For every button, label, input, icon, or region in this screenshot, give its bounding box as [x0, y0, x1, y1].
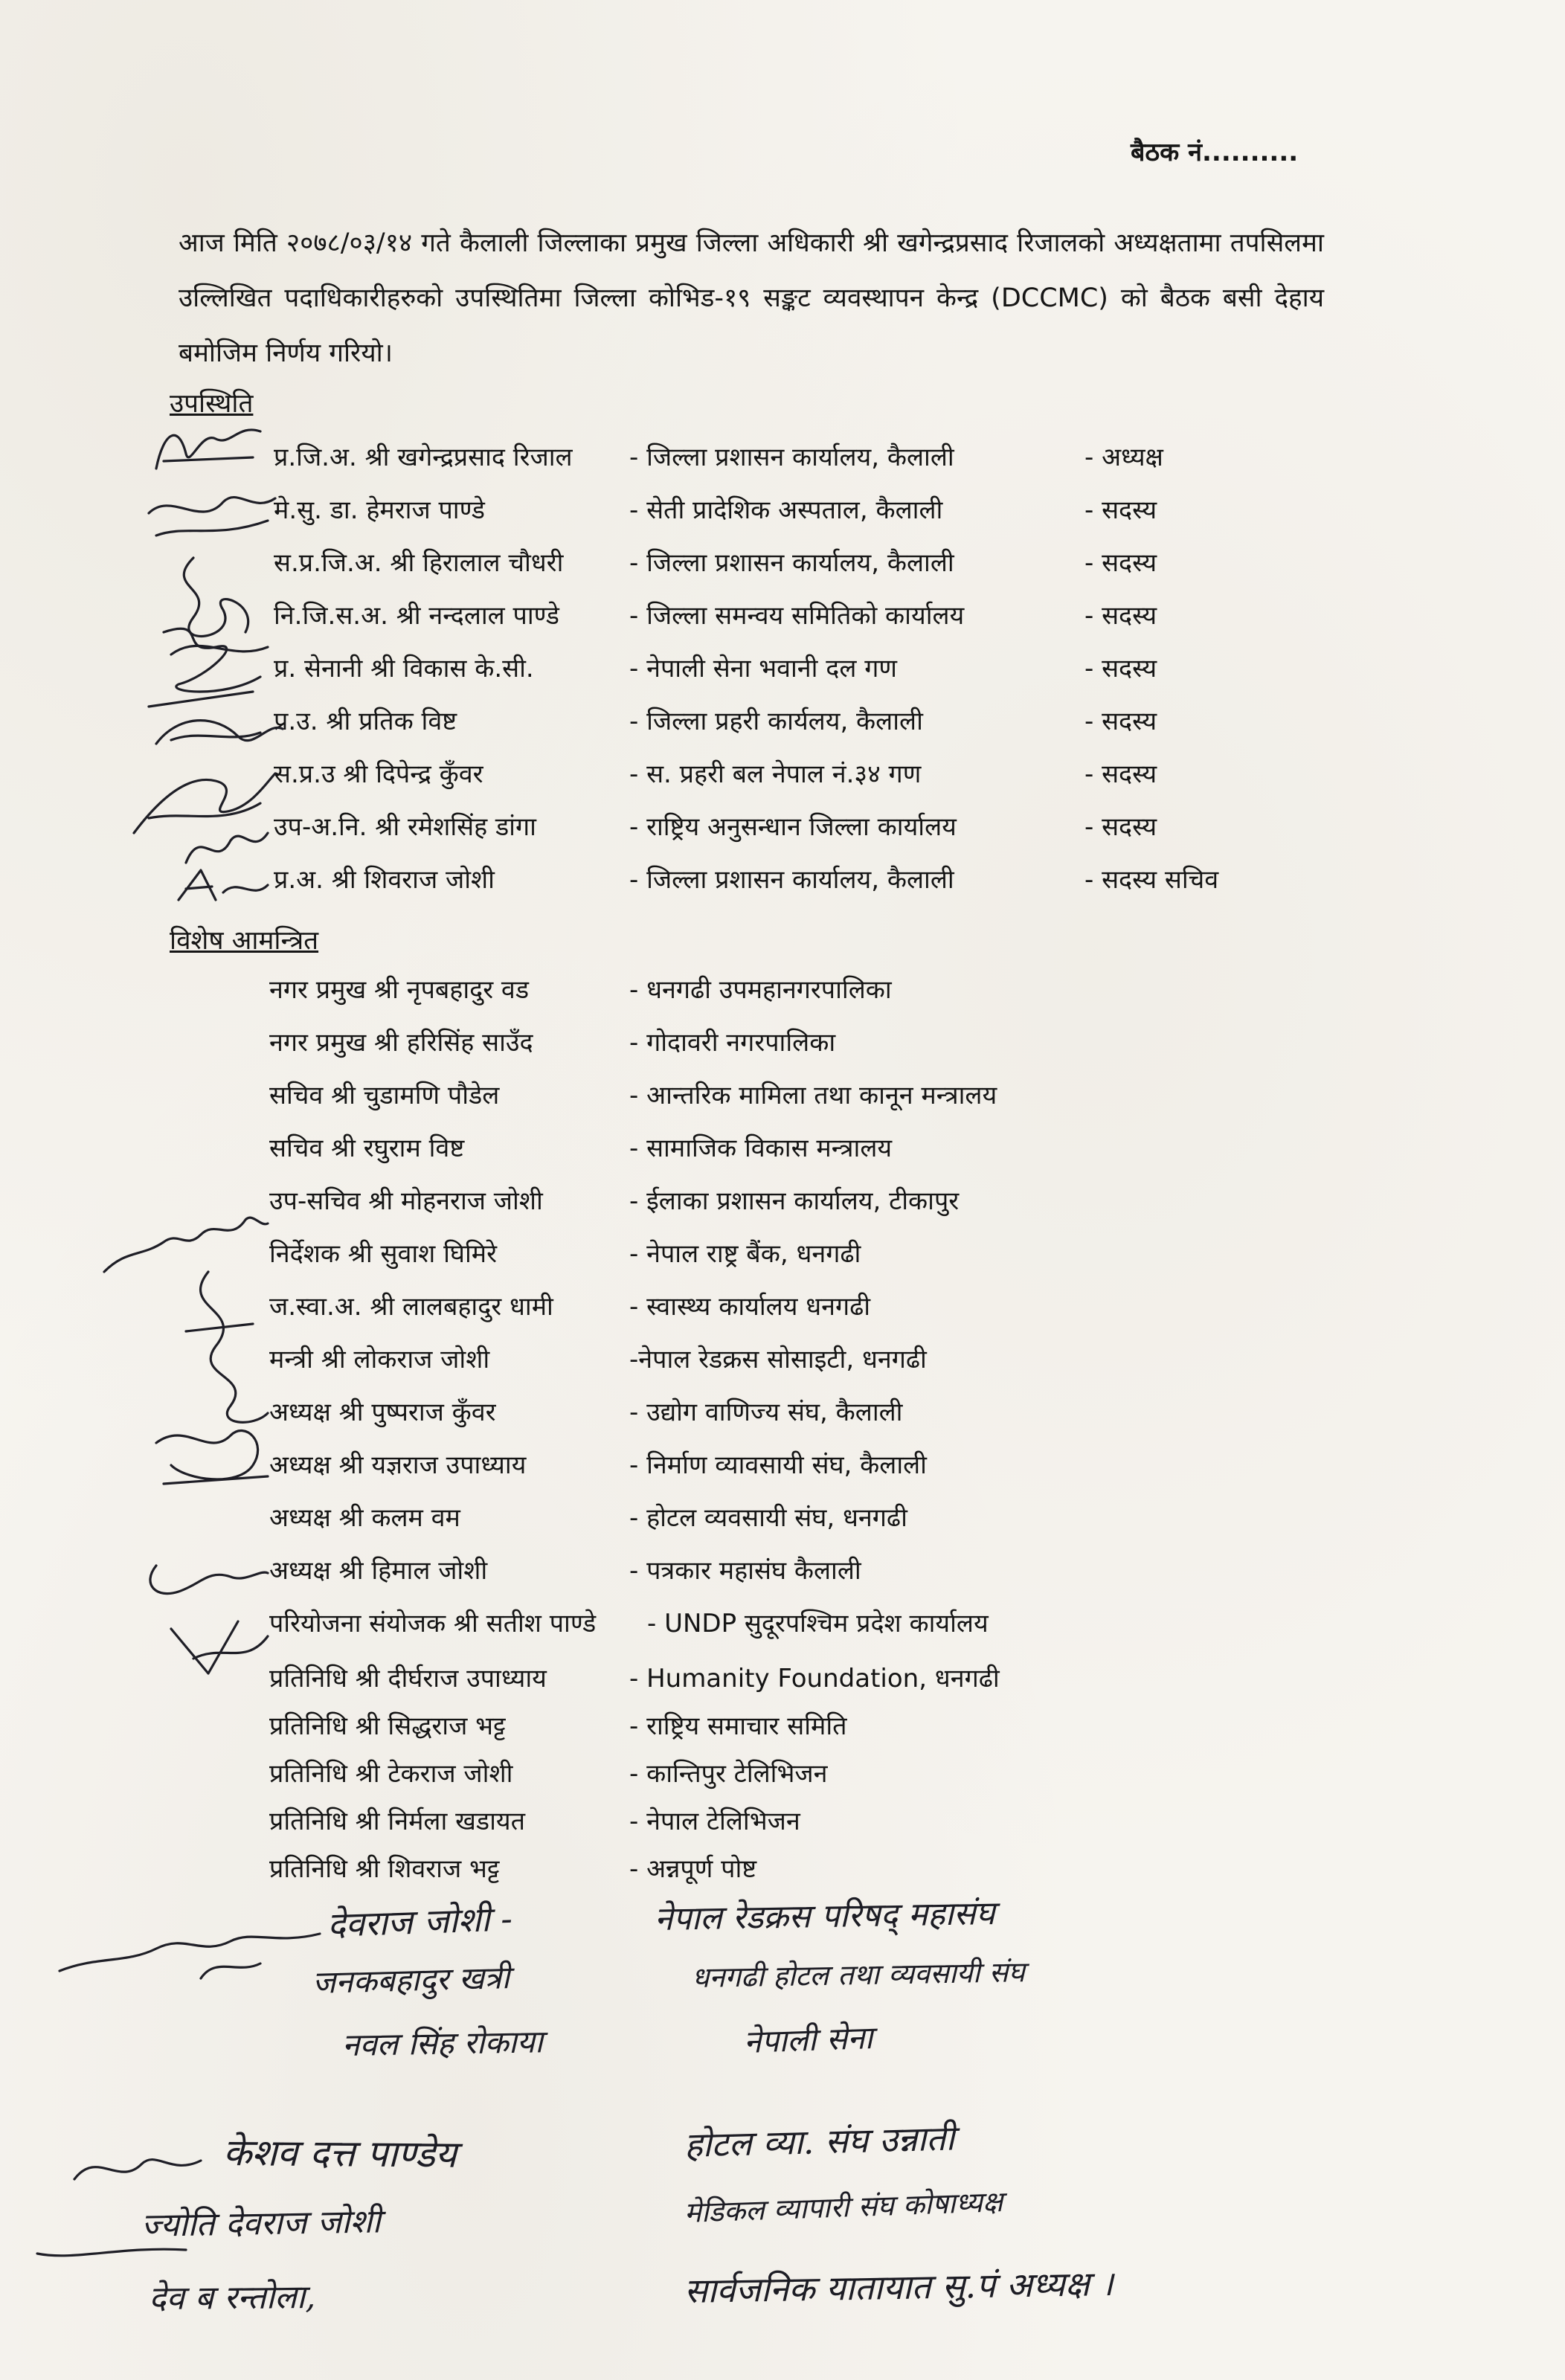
attendee-role: - सदस्य	[1084, 812, 1157, 842]
invitee-name: उप-सचिव श्री मोहनराज जोशी	[269, 1186, 543, 1216]
attendee-name: प्र.अ. श्री शिवराज जोशी	[274, 865, 495, 895]
invitee-office: -नेपाल रेडक्रस सोसाइटी, धनगढी	[629, 1345, 927, 1374]
attendee-office: - सेती प्रादेशिक अस्पताल, कैलाली	[629, 495, 943, 525]
invitee-name: अध्यक्ष श्री कलम वम	[269, 1503, 460, 1533]
invitee-name: सचिव श्री रघुराम विष्ट	[269, 1133, 465, 1163]
invitee-name: परियोजना संयोजक श्री सतीश पाण्डे	[269, 1609, 597, 1638]
handwritten-line: जनकबहादुर खत्री	[312, 1959, 510, 2001]
attendee-name: प्र. सेनानी श्री विकास के.सी.	[274, 654, 534, 684]
invitee-name: प्रतिनिधि श्री सिद्धराज भट्ट	[269, 1711, 506, 1741]
invitee-office: - निर्माण व्यावसायी संघ, कैलाली	[629, 1450, 927, 1480]
invitee-office: - नेपाल टेलिभिजन	[629, 1807, 800, 1836]
attendance-heading: उपस्थिति	[170, 389, 254, 419]
attendee-role: - सदस्य	[1084, 654, 1157, 684]
attendee-office: - जिल्ला प्रहरी कार्यलय, कैलाली	[629, 707, 923, 736]
attendee-role: - सदस्य	[1084, 759, 1157, 789]
attendee-role: - सदस्य	[1084, 495, 1157, 525]
attendee-office: - जिल्ला समन्वय समितिको कार्यालय	[629, 601, 965, 631]
attendee-office: - जिल्ला प्रशासन कार्यालय, कैलाली	[629, 548, 954, 578]
invitee-office: - राष्ट्रिय समाचार समिति	[629, 1711, 847, 1741]
invitee-name: अध्यक्ष श्री पुष्पराज कुँवर	[269, 1398, 496, 1427]
attendee-role: - सदस्य	[1084, 707, 1157, 736]
special-invitees-heading: विशेष आमन्त्रित	[170, 926, 319, 956]
invitee-office: - UNDP सुदूरपश्चिम प्रदेश कार्यालय	[647, 1609, 989, 1638]
signature-mark	[164, 1606, 275, 1688]
handwritten-line: देव ब रन्तोला,	[148, 2278, 316, 2318]
attendee-name: उप-अ.नि. श्री रमेशसिंह डांगा	[274, 812, 536, 842]
signature-mark	[134, 610, 283, 714]
attendee-office: - स. प्रहरी बल नेपाल नं.३४ गण	[629, 759, 922, 789]
handwritten-line: होटल व्या. संघ उन्नाती	[684, 2117, 955, 2165]
handwritten-line: केशव दत्त पाण्डेय	[222, 2131, 457, 2176]
invitee-office: - सामाजिक विकास मन्त्रालय	[629, 1133, 893, 1163]
invitee-name: प्रतिनिधि श्री निर्मला खडायत	[269, 1807, 525, 1836]
invitee-name: नगर प्रमुख श्री हरिसिंह साउँद	[269, 1028, 533, 1058]
attendee-office: - राष्ट्रिय अनुसन्धान जिल्ला कार्यालय	[629, 812, 957, 842]
attendee-role: - सदस्य	[1084, 548, 1157, 578]
handwritten-line: मेडिकल व्यापारी संघ कोषाध्यक्ष	[684, 2185, 1003, 2229]
invitee-office: - धनगढी उपमहानगरपालिका	[629, 975, 892, 1005]
invitee-name: प्रतिनिधि श्री टेकराज जोशी	[269, 1759, 513, 1789]
attendee-role: - सदस्य सचिव	[1084, 865, 1219, 895]
invitee-name: ज.स्वा.अ. श्री लालबहादुर धामी	[269, 1292, 553, 1322]
invitee-name: मन्त्री श्री लोकराज जोशी	[269, 1345, 490, 1374]
invitee-office: - पत्रकार महासंघ कैलाली	[629, 1556, 861, 1586]
intro-paragraph: आज मिति २०७८/०३/१४ गते कैलाली जिल्लाका प्रमुख जिल्ला अधिकारी श्री खगेन्द्रप्रसाद रिजालको अध्यक्षतामा तपसिलमा उल्लिखित पदाधिकारीहरुको उपस्थितिमा जिल्ला कोभिड-१९ सङ्कट व्यवस्थापन केन्द्र (DCCMC) को बैठक बसी देहाय बमोजिम निर्णय गरियो।	[179, 228, 1324, 368]
signature-mark	[134, 1554, 275, 1606]
signature-mark	[149, 707, 290, 759]
invitee-office: - ईलाका प्रशासन कार्यालय, टीकापुर	[629, 1186, 960, 1216]
meeting-number: बैठक नं..........	[1131, 138, 1299, 167]
signature-mark	[171, 863, 275, 907]
invitee-name: नगर प्रमुख श्री नृपबहादुर वड	[269, 975, 530, 1005]
invitee-office: - आन्तरिक मामिला तथा कानून मन्त्रालय	[629, 1081, 997, 1110]
handwritten-line: नवल सिंह रोकाया	[341, 2023, 544, 2063]
invitee-office: - गोदावरी नगरपालिका	[629, 1028, 836, 1058]
attendee-office: - जिल्ला प्रशासन कार्यालय, कैलाली	[629, 443, 954, 472]
signature-mark	[164, 1264, 275, 1435]
attendee-name: मे.सु. डा. हेमराज पाण्डे	[274, 495, 485, 525]
signature-mark	[52, 1904, 327, 1993]
invitee-office: - नेपाल राष्ट्र बैंक, धनगढी	[629, 1239, 861, 1269]
invitee-office: - अन्नपूर्ण पोष्ट	[629, 1854, 757, 1884]
invitee-name: प्रतिनिधि श्री शिवराज भट्ट	[269, 1854, 500, 1884]
invitee-office: - कान्तिपुर टेलिभिजन	[629, 1759, 828, 1789]
attendee-office: - नेपाली सेना भवानी दल गण	[629, 654, 897, 684]
attendee-name: स.प्र.उ श्री दिपेन्द्र कुँवर	[274, 759, 483, 789]
signature-mark	[30, 2231, 193, 2283]
signature-mark	[67, 2142, 216, 2194]
handwritten-line: सार्वजनिक यातायात सु.पं अध्यक्ष ।	[684, 2262, 1114, 2311]
handwritten-line: ज्योति देवराज जोशी	[141, 2202, 382, 2245]
attendee-name: स.प्र.जि.अ. श्री हिरालाल चौधरी	[274, 548, 564, 578]
invitee-name: अध्यक्ष श्री यज्ञराज उपाध्याय	[269, 1450, 527, 1480]
invitee-name: अध्यक्ष श्री हिमाल जोशी	[269, 1556, 488, 1586]
attendee-name: प्र.उ. श्री प्रतिक विष्ट	[274, 707, 457, 736]
invitee-name: निर्देशक श्री सुवाश घिमिरे	[269, 1239, 498, 1269]
invitee-name: सचिव श्री चुडामणि पौडेल	[269, 1081, 500, 1110]
invitee-office: - होटल व्यवसायी संघ, धनगढी	[629, 1503, 907, 1533]
attendee-name: नि.जि.स.अ. श्री नन्दलाल पाण्डे	[274, 601, 559, 631]
attendee-office: - जिल्ला प्रशासन कार्यालय, कैलाली	[629, 865, 954, 895]
handwritten-line: देवराज जोशी -	[327, 1898, 513, 1945]
signature-mark	[149, 416, 275, 483]
signature-mark	[141, 483, 283, 550]
invitee-office: - Humanity Foundation, धनगढी	[629, 1664, 1000, 1694]
attendee-name: प्र.जि.अ. श्री खगेन्द्रप्रसाद रिजाल	[274, 443, 573, 472]
handwritten-line: धनगढी होटल तथा व्यवसायी संघ	[691, 1955, 1026, 1994]
signature-mark	[141, 1413, 283, 1495]
invitee-office: - उद्योग वाणिज्य संघ, कैलाली	[629, 1398, 903, 1427]
invitee-name: प्रतिनिधि श्री दीर्घराज उपाध्याय	[269, 1664, 547, 1694]
handwritten-line: नेपाली सेना	[743, 2019, 874, 2060]
attendee-role: - अध्यक्ष	[1084, 443, 1163, 472]
attendee-role: - सदस्य	[1084, 601, 1157, 631]
handwritten-line: नेपाल रेडक्रस परिषद् महासंघ	[654, 1894, 996, 1938]
invitee-office: - स्वास्थ्य कार्यालय धनगढी	[629, 1292, 871, 1322]
